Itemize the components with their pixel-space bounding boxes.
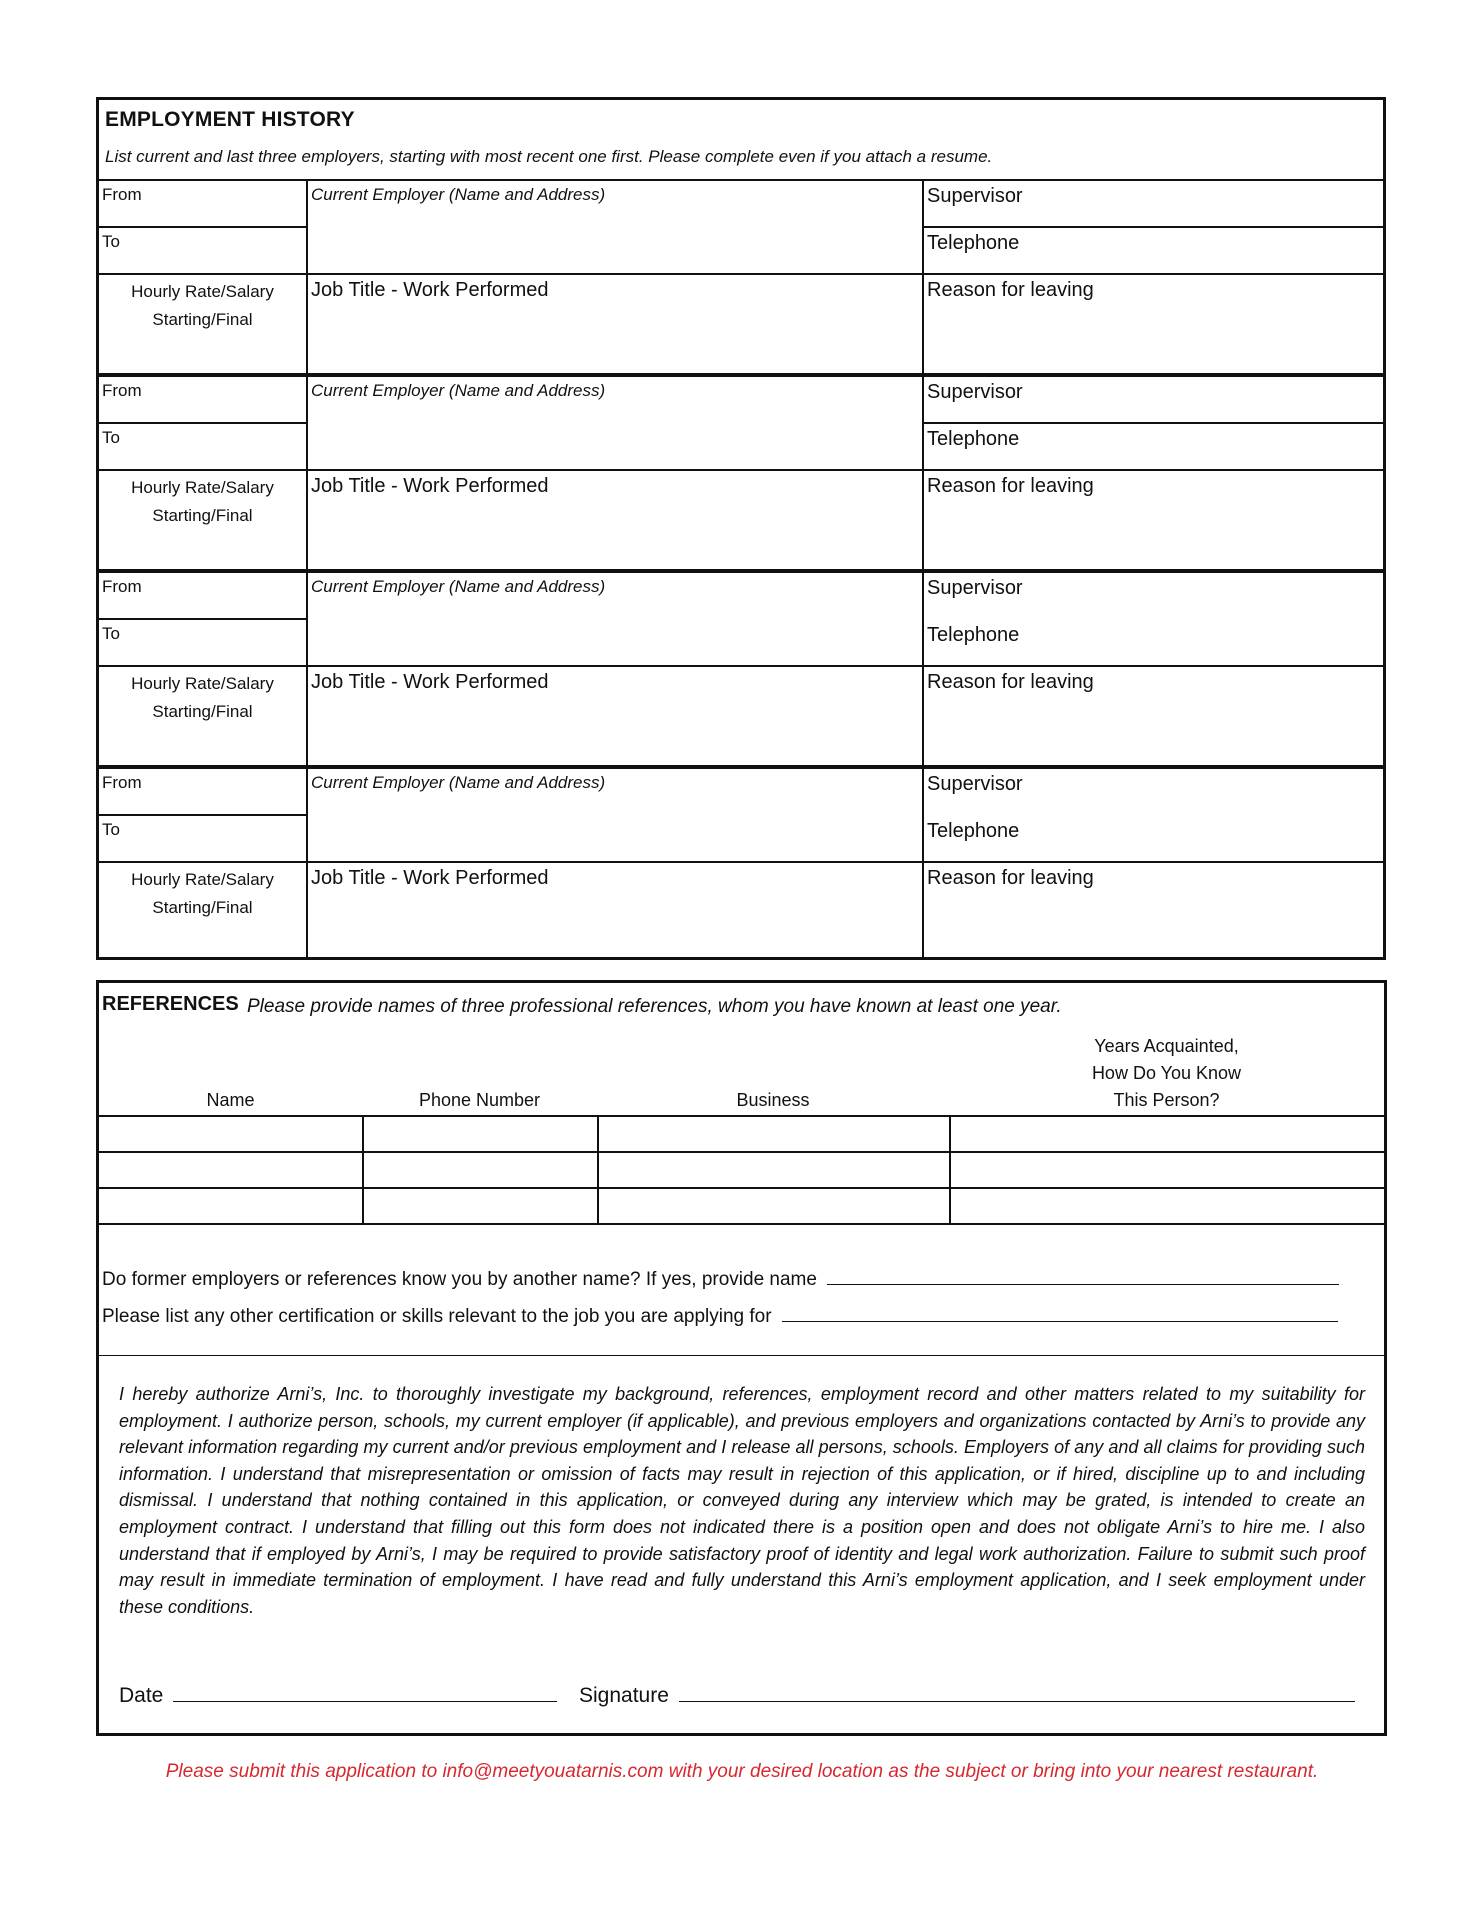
skills-input[interactable]	[782, 1303, 1338, 1322]
from-field[interactable]: From	[102, 577, 142, 596]
employer-field[interactable]: Current Employer (Name and Address)	[311, 577, 606, 596]
table-row	[99, 1188, 1384, 1224]
reference-phone-cell[interactable]	[363, 1152, 598, 1188]
supervisor-field[interactable]: Supervisor	[927, 773, 1023, 795]
rate-field[interactable]: Hourly Rate/Salary Starting/Final	[131, 674, 274, 721]
employer-block-2	[99, 377, 1383, 573]
date-label: Date	[119, 1684, 164, 1707]
job-title-field[interactable]: Job Title - Work Performed	[311, 475, 549, 497]
reference-business-cell[interactable]	[598, 1152, 950, 1188]
job-title-field[interactable]: Job Title - Work Performed	[311, 867, 549, 889]
reference-phone-cell[interactable]	[363, 1116, 598, 1152]
reason-field[interactable]: Reason for leaving	[927, 671, 1094, 693]
other-name-input[interactable]	[827, 1266, 1339, 1285]
reference-business-cell[interactable]	[598, 1116, 950, 1152]
reference-years-cell[interactable]	[950, 1152, 1384, 1188]
rate-field[interactable]: Hourly Rate/Salary Starting/Final	[131, 478, 274, 525]
employer-field[interactable]: Current Employer (Name and Address)	[311, 773, 606, 792]
submission-note: Please submit this application to info@meetyouatarnis.com with your desired location as the subject or bring into your nearest restaurant.	[165, 1761, 1319, 1782]
signature-input[interactable]	[679, 1683, 1355, 1702]
references-table	[99, 1115, 1384, 1225]
employer-field[interactable]: Current Employer (Name and Address)	[311, 381, 606, 400]
job-title-field[interactable]: Job Title - Work Performed	[311, 671, 549, 693]
column-header-phone: Phone Number	[418, 1090, 541, 1110]
telephone-field[interactable]: Telephone	[927, 624, 1020, 646]
telephone-field[interactable]: Telephone	[927, 428, 1020, 450]
job-title-field[interactable]: Job Title - Work Performed	[311, 279, 549, 301]
table-row	[99, 1152, 1384, 1188]
employment-history-instructions: List current and last three employers, starting with most recent one first. Please complete even if you attach a resume.	[105, 147, 993, 166]
employment-history-section	[96, 97, 1386, 960]
to-field[interactable]: To	[102, 624, 120, 643]
signature-row	[579, 1683, 1355, 1708]
employment-history-title: EMPLOYMENT HISTORY	[105, 108, 355, 131]
signature-label: Signature	[579, 1684, 669, 1707]
employer-block-3	[99, 573, 1383, 769]
reference-name-cell[interactable]	[99, 1116, 363, 1152]
to-field[interactable]: To	[102, 820, 120, 839]
reference-phone-cell[interactable]	[363, 1188, 598, 1224]
supervisor-field[interactable]: Supervisor	[927, 381, 1023, 403]
reference-name-cell[interactable]	[99, 1188, 363, 1224]
telephone-field[interactable]: Telephone	[927, 232, 1020, 254]
reason-field[interactable]: Reason for leaving	[927, 867, 1094, 889]
from-field[interactable]: From	[102, 773, 142, 792]
reason-field[interactable]: Reason for leaving	[927, 279, 1094, 301]
employer-block-1	[99, 181, 1383, 377]
employer-block-4	[99, 769, 1383, 960]
reason-field[interactable]: Reason for leaving	[927, 475, 1094, 497]
table-row	[99, 1116, 1384, 1152]
other-name-question: Do former employers or references know you by another name? If yes, provide name	[102, 1266, 1339, 1291]
employer-field[interactable]: Current Employer (Name and Address)	[311, 185, 606, 204]
rate-field[interactable]: Hourly Rate/Salary Starting/Final	[131, 870, 274, 917]
column-header-business: Business	[736, 1090, 810, 1110]
date-input[interactable]	[173, 1683, 557, 1702]
references-title: REFERENCES	[102, 993, 239, 1015]
reference-years-cell[interactable]	[950, 1116, 1384, 1152]
rate-field[interactable]: Hourly Rate/Salary Starting/Final	[131, 282, 274, 329]
column-header-years: Years Acquainted, How Do You Know This Person?	[1091, 1036, 1242, 1110]
supervisor-field[interactable]: Supervisor	[927, 577, 1023, 599]
authorization-statement: I hereby authorize Arni’s, Inc. to thoroughly investigate my background, references, employment record and other matters related to my suitability for employment. I authorize person, schools, my current employer (if applicable), and previous employers and organizations contacted by Arni’s to provide any relevant information regarding my current and/or previous employment and I release all persons, schools. Employers of any and all claims for providing such information. I understand that misrepresentation or omission of facts may result in rejection of this application, or if hired, discipline up to and including dismissal. I understand that nothing contained in this application, or conveyed during any interview which may be grated, is intended to create an employment contract. I understand that filling out this form does not indicated there is a position open and does not obligate Arni’s to hire me. I also understand that if employed by Arni’s, I may be required to provide satisfactory proof of identity and legal work authorization. Failure to submit such proof may result in immediate termination of employment. I have read and fully understand this Arni’s employment application, and I seek employment under these conditions.	[119, 1384, 1365, 1617]
skills-input-continued[interactable]	[99, 1355, 1384, 1356]
reference-years-cell[interactable]	[950, 1188, 1384, 1224]
reference-business-cell[interactable]	[598, 1188, 950, 1224]
to-field[interactable]: To	[102, 428, 120, 447]
telephone-field[interactable]: Telephone	[927, 820, 1020, 842]
references-section	[96, 980, 1387, 1736]
date-row	[119, 1683, 557, 1708]
skills-question: Please list any other certification or skills relevant to the job you are applying for	[102, 1303, 1338, 1328]
from-field[interactable]: From	[102, 381, 142, 400]
to-field[interactable]: To	[102, 232, 120, 251]
references-instructions: Please provide names of three professional references, whom you have known at least one year.	[247, 996, 1062, 1017]
reference-name-cell[interactable]	[99, 1152, 363, 1188]
column-header-name: Name	[206, 1090, 255, 1110]
from-field[interactable]: From	[102, 185, 142, 204]
supervisor-field[interactable]: Supervisor	[927, 185, 1023, 207]
